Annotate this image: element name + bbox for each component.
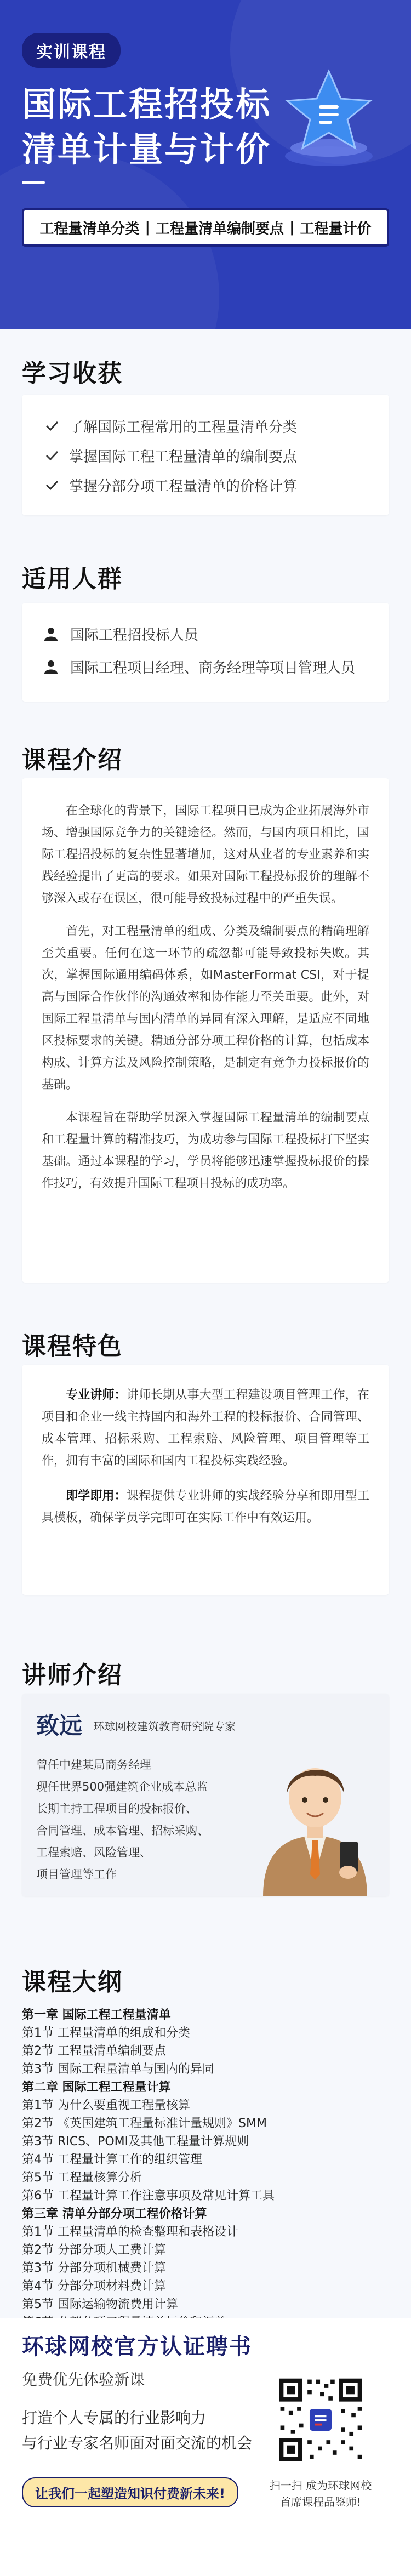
star-emblem-icon (274, 60, 384, 170)
bio-line: 现任世界500强建筑企业成本总监 (36, 1780, 208, 1793)
teacher-card (22, 1694, 389, 1896)
bio-line: 项目管理等工作 (36, 1868, 117, 1881)
qr-caption (258, 2477, 384, 2510)
list-item-text: 掌握国际工程工程量清单的编制要点 (69, 448, 298, 465)
check-icon (44, 418, 60, 434)
section-title-audience: 适用人群 (22, 565, 123, 593)
check-icon (44, 447, 60, 464)
intro-paragraph: 本课程旨在帮助学员深入掌握国际工程量清单的编制要点和工程量计算的精准技巧，为成功参与国际工程投标打下坚实基础。通过本课程的学习，学员将能够迅速掌握投标报价的操作技巧，有效提升国际工程项目投标的成功率。 (42, 1111, 369, 1190)
list-item-text: 掌握分部分项工程量清单的价格计算 (69, 478, 298, 495)
list-item (44, 617, 367, 650)
section-title-intro: 课程介绍 (22, 746, 123, 774)
feature-label: 专业讲师： (66, 1388, 127, 1402)
person-icon (44, 659, 58, 674)
teacher-name: 致远 (36, 1712, 83, 1739)
features-card (22, 1365, 389, 1595)
footer-cert (0, 2318, 411, 2576)
topic-item: 工程量计价 (300, 220, 372, 237)
outline-list (22, 2006, 389, 2332)
outline-section: 第4节 工程量计算工作的组织管理 (22, 2153, 202, 2167)
list-item-text: 国际工程项目经理、商务经理等项目管理人员 (70, 659, 356, 676)
audience-card (22, 603, 389, 702)
qr-caption-line: 扫一扫 成为环球网校 (269, 2479, 372, 2492)
cert-subtitle: 免费优先体验新课 (22, 2370, 145, 2389)
outline-section: 第1节 工程量清单的组成和分类 (22, 2026, 190, 2040)
outline-section: 第3节 国际工程量清单与国内的异同 (22, 2062, 214, 2076)
cert-title: 环球网校官方认证聘书 (22, 2334, 252, 2360)
topic-bar (22, 208, 389, 247)
bio-line: 长期主持工程项目的投标报价、 (36, 1802, 197, 1815)
topic-item: 工程量清单分类 (39, 220, 140, 237)
teacher-org: 环球网校建筑教育研究院专家 (93, 1720, 236, 1733)
cert-benefit: 与行业专家名师面对面交流的机会 (22, 2434, 253, 2452)
list-item (44, 441, 367, 470)
feature-text: 讲师长期从事大型工程建设项目管理工作，在项目和企业一线主持国内和海外工程的投标报价、合同管理、成本管理、招标采购、工程索赔、风险管理、项目管理等工作，拥有丰富的国际和国内工程投标实践经验。 (42, 1388, 369, 1468)
outline-section: 第4节 分部分项材料费计算 (22, 2279, 166, 2293)
intro-paragraph: 首先，对工程量清单的组成、分类及编制要点的精确理解至关重要。任何在这一环节的疏忽都可能导致投标失败。其次，掌握国际通用编码体系，如MasterFormat CSI，对于提高与国际合作伙伴的沟通效率和协作能力至关重要。此外，对国际工程量清单与国内清单的异同有深入理解，是适应不同地区投标要求的关键。精通分部分项工程价格的计算，包括成本构成、计算方法及风险控制策略，是制定有竞争力投标报价的基础。 (42, 925, 369, 1092)
outline-section: 第2节 《英国建筑工程量标准计量规则》SMM (22, 2117, 267, 2130)
person-icon (44, 626, 58, 641)
outline-chapter: 第一章 国际工程工程量清单 (22, 2008, 171, 2022)
feature-paragraph (42, 1384, 369, 1472)
hero-title-line: 清单计量与计价 (22, 129, 272, 169)
hero-banner (0, 0, 411, 329)
course-tag: 实训课程 (22, 33, 121, 68)
qr-caption-line: 首席课程品鉴师! (279, 2495, 362, 2509)
list-item (44, 411, 367, 441)
outline-chapter: 第三章 清单分部分项工程价格计算 (22, 2207, 207, 2221)
section-title-learn: 学习收获 (22, 360, 123, 387)
intro-paragraph: 在全球化的背景下，国际工程项目已成为企业拓展海外市场、增强国际竞争力的关键途径。然而，与国内项目相比，国际工程招投标的复杂性显著增加，这对从业者的专业素养和实践经验提出了更高的要求。如果对国际工程投标报价的理解不够深入或存在误区，很可能导致投标过程中的严重失误。 (42, 804, 369, 905)
outline-chapter: 第二章 国际工程工程量计算 (22, 2081, 171, 2094)
section-title-features: 课程特色 (22, 1332, 123, 1360)
bio-line: 曾任中建某局商务经理 (36, 1758, 151, 1771)
check-icon (44, 477, 60, 493)
teacher-avatar-illustration (252, 1743, 378, 1896)
divider: | (145, 219, 150, 236)
cert-benefit: 打造个人专属的行业影响力 (22, 2409, 207, 2427)
hero-title-line: 国际工程招投标 (22, 84, 272, 124)
hero-title (22, 82, 271, 172)
feature-text: 课程提供专业讲师的实战经验分享和即用型工具模板，确保学员学完即可在实际工作中有效运用。 (42, 1489, 369, 1525)
divider: | (289, 219, 295, 236)
outline-section: 第5节 工程量核算分析 (22, 2171, 142, 2185)
outline-section: 第1节 为什么要重视工程量核算 (22, 2099, 190, 2112)
feature-label: 即学即用： (66, 1489, 127, 1503)
intro-card (22, 778, 389, 1283)
section-title-outline: 课程大纲 (22, 1968, 123, 1996)
learn-card (22, 395, 389, 515)
list-item-text: 了解国际工程常用的工程量清单分类 (69, 419, 298, 436)
list-item-text: 国际工程招投标人员 (70, 626, 199, 643)
bio-line: 合同管理、成本管理、招标采购、 (36, 1824, 209, 1837)
cta-badge[interactable]: 让我们一起塑造知识付费新未来! (22, 2477, 238, 2507)
outline-section: 第5节 国际运输物流费用计算 (22, 2298, 178, 2311)
outline-section: 第3节 RICS、POMI及其他工程量计算规则 (22, 2135, 249, 2148)
outline-section: 第2节 分部分项人工费计算 (22, 2243, 166, 2257)
bio-line: 工程索赔、风险管理、 (36, 1846, 151, 1859)
qr-code-icon[interactable] (274, 2373, 367, 2466)
outline-section: 第3节 分部分项机械费计算 (22, 2261, 166, 2275)
topic-item: 工程量清单编制要点 (155, 220, 284, 237)
hero-underline (22, 181, 45, 184)
list-item (44, 470, 367, 500)
outline-section: 第1节 工程量清单的检查整理和表格设计 (22, 2225, 238, 2239)
outline-section: 第2节 工程量清单编制要点 (22, 2044, 166, 2058)
feature-paragraph (42, 1485, 369, 1529)
outline-section: 第6节 工程量计算工作注意事项及常见计算工具 (22, 2189, 275, 2203)
teacher-bio (36, 1754, 222, 1885)
section-title-teacher: 讲师介绍 (22, 1661, 123, 1689)
list-item (44, 650, 367, 683)
